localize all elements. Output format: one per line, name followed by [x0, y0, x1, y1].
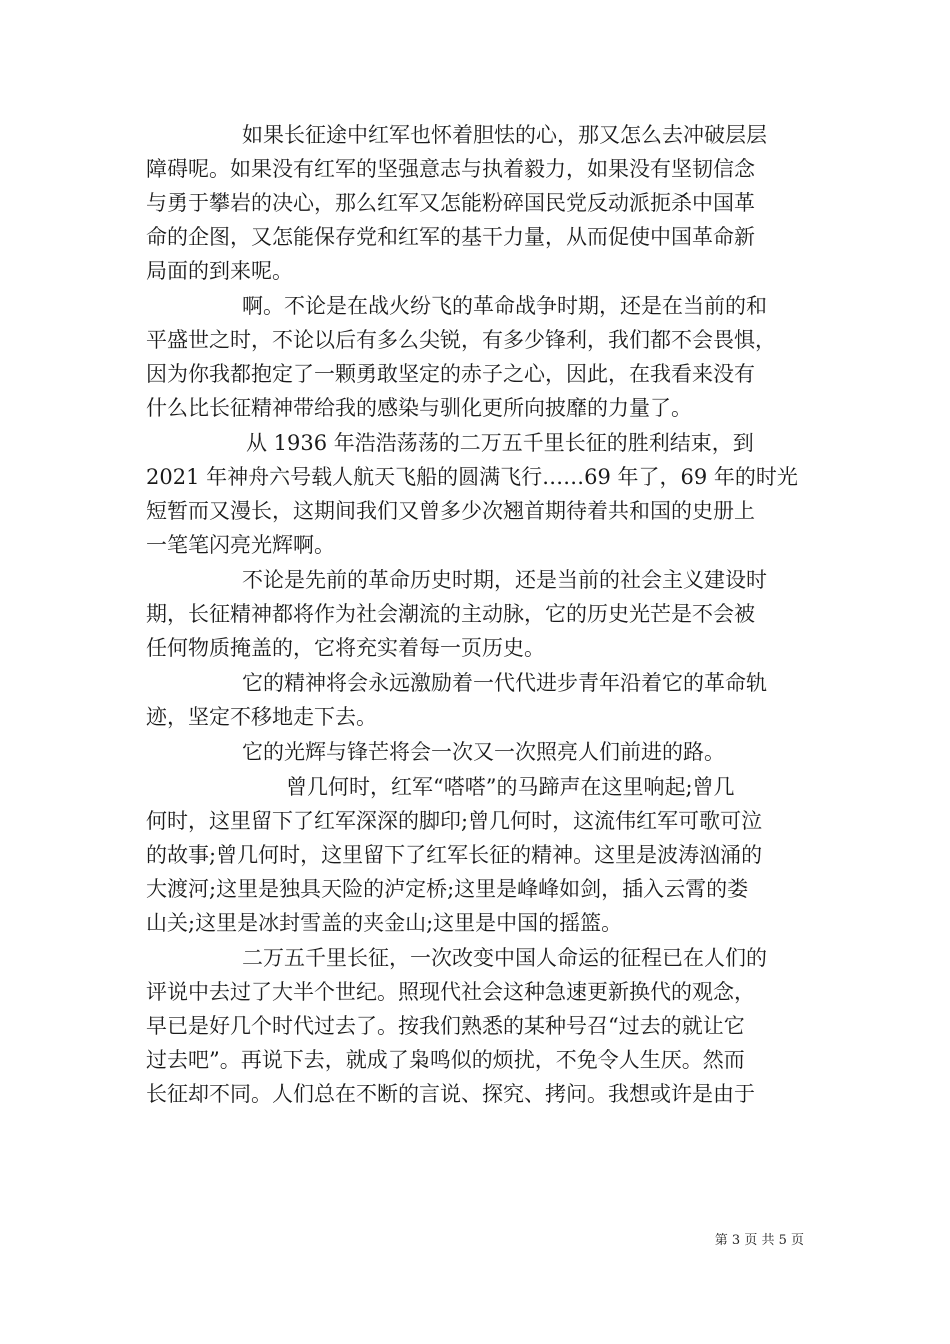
text-line: 大渡河;这里是独具天险的泸定桥;这里是峰峰如剑，插入云霄的娄	[146, 877, 749, 901]
paragraph	[146, 770, 810, 940]
text-line: 何时，这里留下了红军深深的脚印;曾几何时，这流伟红军可歌可泣	[146, 809, 763, 833]
paragraph	[146, 563, 810, 665]
text-line: 它的精神将会永远激励着一代代进步青年沿着它的革命轨	[242, 671, 767, 695]
text-line: 过去吧”。再说下去，就成了枭鸣似的烦扰，不免令人生厌。然而	[146, 1048, 745, 1072]
paragraph	[146, 118, 810, 288]
text-line: 曾几何时，红军“嗒嗒”的马蹄声在这里响起;曾几	[286, 775, 735, 799]
text-line: 任何物质掩盖的，它将充实着每一页历史。	[146, 636, 545, 660]
paragraph	[146, 426, 810, 562]
paragraph	[146, 289, 810, 425]
text-line: 山关;这里是冰封雪盖的夹金山;这里是中国的摇篮。	[146, 911, 623, 935]
text-line: 二万五千里长征，一次改变中国人命运的征程已在人们的	[242, 946, 767, 970]
text-line: 啊。不论是在战火纷飞的革命战争时期，还是在当前的和	[242, 294, 767, 318]
text-line: 因为你我都抱定了一颗勇敢坚定的赤子之心，因此，在我看来没有	[146, 362, 755, 386]
text-line: 与勇于攀岩的决心，那么红军又怎能粉碎国民党反动派扼杀中国革	[146, 191, 755, 215]
text-line: 2021 年神舟六号载人航天飞船的圆满飞行……69 年了，69 年的时光	[146, 465, 798, 489]
text-line: 障碍呢。如果没有红军的坚强意志与执着毅力，如果没有坚韧信念	[146, 157, 755, 181]
text-line: 的故事;曾几何时，这里留下了红军长征的精神。这里是波涛汹涌的	[146, 843, 763, 867]
text-line: 短暂而又漫长，这期间我们又曾多少次翘首期待着共和国的史册上	[146, 499, 755, 523]
text-line: 局面的到来呢。	[146, 259, 293, 283]
text-line: 一笔笔闪亮光辉啊。	[146, 533, 335, 557]
text-line: 早已是好几个时代过去了。按我们熟悉的某种号召“过去的就让它	[146, 1014, 745, 1038]
text-line: 长征却不同。人们总在不断的言说、探究、拷问。我想或许是由于	[146, 1082, 755, 1106]
text-line: 它的光辉与锋芒将会一次又一次照亮人们前进的路。	[242, 740, 725, 764]
paragraph	[146, 941, 810, 1111]
paragraph	[146, 735, 810, 769]
text-line: 如果长征途中红军也怀着胆怯的心，那又怎么去冲破层层	[242, 123, 767, 147]
page-number: 第 3 页 共 5 页	[714, 1233, 804, 1248]
text-line: 迹，坚定不移地走下去。	[146, 705, 377, 729]
text-line: 不论是先前的革命历史时期，还是当前的社会主义建设时	[242, 568, 767, 592]
text-line: 平盛世之时，不论以后有多么尖锐，有多少锋利，我们都不会畏惧，	[146, 328, 776, 352]
paragraph	[146, 666, 810, 734]
text-line: 期，长征精神都将作为社会潮流的主动脉，它的历史光芒是不会被	[146, 602, 755, 626]
text-line: 什么比长征精神带给我的感染与驯化更所向披靡的力量了。	[146, 396, 692, 420]
text-line: 从 1936 年浩浩荡荡的二万五千里长征的胜利结束，到	[246, 431, 754, 455]
text-line: 命的企图，又怎能保存党和红军的基干力量，从而促使中国革命新	[146, 225, 755, 249]
document-body	[146, 118, 810, 1112]
text-line: 评说中去过了大半个世纪。照现代社会这种急速更新换代的观念，	[146, 980, 755, 1004]
